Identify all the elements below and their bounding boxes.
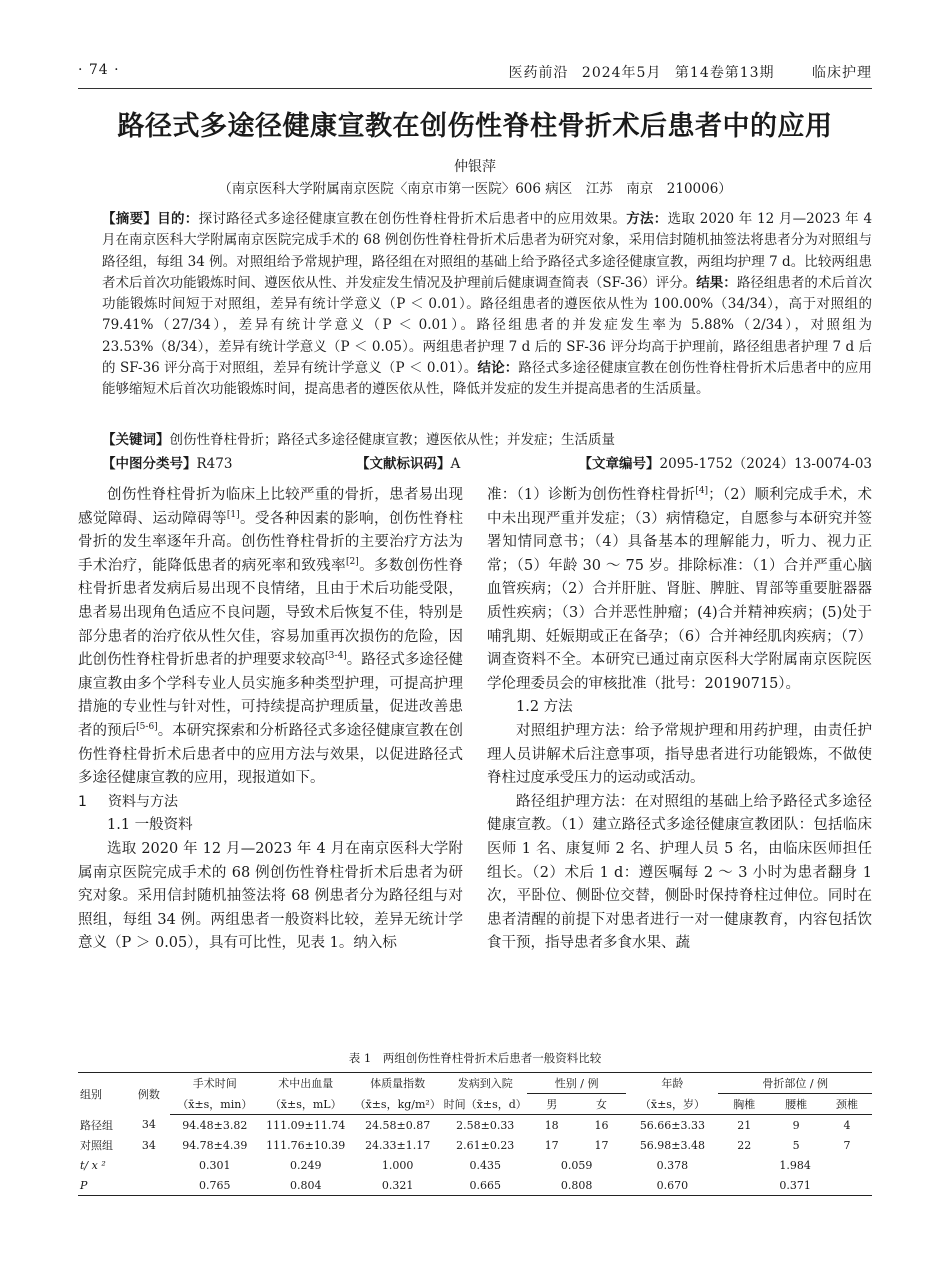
- doc-value: A: [450, 456, 461, 472]
- intro-paragraph: [78, 484, 463, 791]
- objective-label: 目的：: [157, 211, 199, 227]
- col-age: 年龄: [626, 1073, 718, 1094]
- conclusion-label: 结论：: [477, 360, 519, 377]
- keywords: [102, 430, 872, 451]
- cell: 7: [843, 1138, 851, 1152]
- keywords-text: 创伤性脊柱骨折；路径式多途径健康宣教；遵医依从性；并发症；生活质量: [169, 432, 615, 448]
- col-bmi-unit: （x̄±s，kg/m²）: [352, 1094, 444, 1115]
- table-row: [78, 1135, 872, 1155]
- citation: [3-4]: [325, 651, 347, 662]
- running-header: [78, 62, 872, 86]
- cell: 1.984: [779, 1158, 811, 1172]
- cell: 0.378: [656, 1158, 689, 1172]
- cell: 94.48±3.82: [182, 1118, 248, 1132]
- cell: 0.808: [527, 1175, 627, 1196]
- doc-code: [356, 452, 460, 472]
- cell: 0.059: [560, 1158, 593, 1172]
- objective-text: 探讨路径式多途径健康宣教在创伤性脊柱骨折术后患者中的应用效果。: [198, 211, 627, 227]
- col-female: 女: [577, 1094, 627, 1115]
- criteria-text-b: ；（2）顺利完成手术，术中未出现严重并发症；（3）病情稳定，自愿参与本研究并签署知情同意书；（4）具备基本的理解能力，听力、视力正常；（5）年龄 30 ～ 75 岁。排除标准：（1）合并严重心脑血管疾病；（2）合并肝脏、肾脏、脾脏、胃部等重要脏器器质性疾病；（3）合并恶性肿瘤；(4)合并精神疾病；(5)处于哺乳期、妊娠期或正在备孕；（6）合并神经肌肉疾病；（7）调查资料不全。本研究已通过南京医科大学附属南京医院医学伦理委员会的审核批准（批号：20190715）。: [487, 487, 872, 692]
- author: 仲银萍: [454, 159, 496, 175]
- col-op-time: 手术时间: [170, 1073, 260, 1094]
- cell: 16: [594, 1118, 609, 1132]
- abstract-label: 【摘要】: [102, 211, 158, 227]
- cell: 56.66±3.33: [639, 1118, 706, 1132]
- cell: 0.670: [626, 1175, 718, 1196]
- intro-text-b: 。受各种因素的影响，创伤性脊柱骨折的发生率逐年升高。创伤性脊柱骨折的主要治疗方法为手术治疗，能降低患者的病死率和致残率: [78, 510, 464, 574]
- journal-info: [500, 62, 872, 82]
- article-value: 2095-1752（2024）13-0074-03: [659, 456, 872, 472]
- cell: 1.000: [381, 1158, 414, 1172]
- general-data-paragraph: 选取 2020 年 12 月—2023 年 4 月在南京医科大学附属南京医院完成手术的 68 例创伤性脊柱骨折术后患者为研究对象。采用信封随机抽签法将 68 例患者分为路径组与对照组，每组 34 例。两组患者一般资料比较，差异无统计学意义（P ＞ 0.05），具有可比性，见表 1。纳入标: [78, 840, 463, 952]
- citation: [1]: [226, 509, 240, 520]
- citation: [5-6]: [136, 722, 158, 733]
- cell: 0.249: [289, 1158, 322, 1172]
- intro-text-a: 创伤性脊柱骨折为临床上比较严重的骨折，患者易出现感觉障碍、运动障碍等: [78, 487, 463, 527]
- cell: 0.301: [199, 1158, 231, 1172]
- cell: 18: [544, 1118, 559, 1132]
- section-title: 资料与方法: [108, 793, 178, 810]
- journal-page: [78, 0, 872, 1280]
- cell: 4: [843, 1118, 851, 1132]
- cell: t/ x ²: [80, 1158, 106, 1172]
- citation: [2]: [346, 556, 359, 567]
- col-age-unit: （x̄±s，岁）: [626, 1094, 718, 1115]
- clc-value: R473: [196, 456, 233, 472]
- cell: 2.61±0.23: [456, 1138, 515, 1152]
- header-rule: [78, 88, 872, 89]
- method-text: 选取 2020 年 12 月—2023 年 4 月在南京医科大学附属南京医院完成手术的 68 例创伤性脊柱骨折术后患者为研究对象，采用信封随机抽签法将患者分为对照组与路径组，每组 34 例。对照组给予常规护理，路径组在对照组的基础上给予路径式多途径健康宣教，两组均护理 7 d。比较两组患者术后首次功能锻炼时间、遵医依从性、并发症发生情况及护理前后健康调查简表（SF-36）评分。: [102, 211, 873, 291]
- journal-name: 医药前沿: [508, 65, 569, 81]
- table-header-row: [78, 1073, 872, 1094]
- conclusion-text: 路径式多途径健康宣教在创伤性脊柱骨折术后患者中的应用能够缩短术后首次功能锻炼时间，提高患者的遵医依从性，降低并发症的发生并提高患者的生活质量。: [102, 360, 873, 398]
- classification-line: [102, 452, 872, 474]
- cell: 94.78±4.39: [182, 1138, 248, 1152]
- affiliation: （南京医科大学附属南京医院〈南京市第一医院〉606 病区 江苏 南京 210006）: [218, 181, 732, 197]
- section-heading: [78, 791, 463, 815]
- col-blood-unit: （x̄±s，mL）: [260, 1094, 352, 1115]
- cell: 0.321: [352, 1175, 444, 1196]
- criteria-text-a: 准：（1）诊断为创伤性脊柱骨折: [487, 487, 696, 503]
- col-site: 骨折部位 / 例: [718, 1073, 872, 1094]
- article-label: 【文章编号】: [578, 456, 660, 472]
- clc-label: 【中图分类号】: [102, 456, 197, 472]
- col-male: 男: [527, 1094, 577, 1115]
- cell: 0.371: [718, 1175, 872, 1196]
- table-subheader-row: [78, 1094, 872, 1115]
- cell: 21: [737, 1118, 752, 1132]
- cell: 0.665: [444, 1175, 527, 1196]
- cell: 0.765: [170, 1175, 260, 1196]
- issue-date: 2024年5月: [581, 65, 662, 81]
- cell: 0.435: [469, 1158, 501, 1172]
- cell: 对照组: [80, 1139, 113, 1152]
- cell: 路径组: [80, 1118, 113, 1132]
- result-label: 结果：: [696, 274, 737, 291]
- intro-text-e: 。本研究探索和分析路径式多途径健康宣教在创伤性脊柱骨折术后患者中的应用方法与效果，以促进路径式多途径健康宣教的应用，现报道如下。: [78, 722, 464, 787]
- subsection-heading: 1.1 一般资料: [107, 817, 193, 834]
- baseline-table: [78, 1072, 872, 1196]
- cell: 0.804: [260, 1175, 352, 1196]
- table-caption: 表 1 两组创伤性脊柱骨折术后患者一般资料比较: [348, 1051, 602, 1065]
- col-thoracic: 胸椎: [718, 1094, 770, 1115]
- criteria-paragraph: [487, 484, 872, 696]
- article-title: 路径式多途径健康宣教在创伤性脊柱骨折术后患者中的应用: [117, 111, 833, 142]
- cell: 111.76±10.39: [266, 1138, 346, 1152]
- section-name: 临床护理: [812, 65, 872, 81]
- cell: 111.09±11.74: [266, 1118, 346, 1132]
- control-method-paragraph: 对照组护理方法：给予常规护理和用药护理，由责任护理人员讲解术后注意事项，指导患者进行功能锻炼，不做使脊柱过度承受压力的运动或活动。: [487, 722, 872, 787]
- keywords-label: 【关键词】: [102, 432, 170, 448]
- table-row: [78, 1115, 872, 1136]
- cell: 24.58±0.87: [365, 1118, 431, 1132]
- result-text: 路径组患者的术后首次功能锻炼时间短于对照组，差异有统计学意义（P ＜ 0.01）。路径组患者的遵医依从性为 100.00%（34/34），高于对照组的 79.41%（27/34），差异有统计学意义（P ＜ 0.01）。路径组患者的并发症发生率为 5.88%（2/34），对照组为 23.53%（8/34），差异有统计学意义（P ＜ 0.05）。两组患者护理 7 d 后的 SF-36 评分均高于护理前，路径组患者护理 7 d 后的 SF-36 评分高于对照组，差异有统计学意义（P ＜ 0.01）。: [102, 274, 873, 377]
- cell: 34: [141, 1138, 156, 1152]
- volume-issue: 第14卷第13期: [674, 65, 775, 81]
- article-number: [579, 452, 872, 472]
- doc-label: 【文献标识码】: [356, 456, 451, 472]
- clc-number: [102, 452, 232, 472]
- col-onset: 发病到入院: [444, 1073, 527, 1094]
- method-label: 方法：: [626, 211, 668, 227]
- col-cervical: 颈椎: [822, 1094, 872, 1115]
- cell: 34: [141, 1118, 156, 1132]
- col-n: 例数: [128, 1073, 170, 1115]
- subsection-heading: 1.2 方法: [516, 699, 573, 716]
- intro-text-c: 。多数创伤性脊柱骨折患者发病后易出现不良情绪，且由于术后功能受限，患者易出现角色适应不良问题，导致术后恢复不佳，特别是部分患者的治疗依从性欠佳，容易加重再次损伤的危险，因此创伤性脊柱骨折患者的护理要求较高: [78, 557, 464, 669]
- citation: [4]: [695, 486, 709, 497]
- col-bmi: 体质量指数: [352, 1073, 444, 1094]
- body-column-right: [487, 484, 872, 956]
- section-number: 1: [78, 793, 87, 810]
- col-sex: 性别 / 例: [527, 1073, 627, 1094]
- body-column-left: [78, 484, 463, 956]
- cell: 17: [544, 1138, 559, 1152]
- table-stat-row: [78, 1155, 872, 1175]
- col-blood: 术中出血量: [260, 1073, 352, 1094]
- col-lumbar: 腰椎: [770, 1094, 822, 1115]
- cell: 5: [792, 1138, 800, 1152]
- pathway-method-paragraph: 路径组护理方法：在对照组的基础上给予路径式多途径健康宣教。（1）建立路径式多途径健康宣教团队：包括临床医师 1 名、康复师 2 名、护理人员 5 名，由临床医师担任组长。（2）术后 1 d：遵医嘱每 2 ～ 3 小时为患者翻身 1 次，平卧位、侧卧位交替，侧卧时保持脊柱过伸位。同时在患者清醒的前提下对患者进行一对一健康教育，内容包括饮食干预，指导患者多食水果、蔬: [487, 793, 872, 952]
- cell: 2.58±0.33: [456, 1118, 515, 1132]
- col-op-time-unit: （x̄±s，min）: [170, 1094, 260, 1115]
- cell: 24.33±1.17: [365, 1138, 431, 1152]
- page-number: · 74 ·: [78, 62, 120, 78]
- abstract: [102, 209, 872, 401]
- cell: P: [78, 1175, 170, 1196]
- table-stat-row: [78, 1175, 872, 1196]
- cell: 56.98±3.48: [639, 1138, 706, 1152]
- cell: 9: [792, 1118, 800, 1132]
- intro-text-d: 。路径式多途径健康宣教由多个学科专业人员实施多种类型护理，可提高护理措施的专业性与针对性，可持续提高护理质量，促进改善患者的预后: [78, 652, 464, 739]
- col-group: 组别: [78, 1073, 128, 1115]
- col-onset-unit: 时间（x̄±s，d）: [444, 1094, 527, 1115]
- cell: 22: [737, 1138, 752, 1152]
- cell: 17: [594, 1138, 609, 1152]
